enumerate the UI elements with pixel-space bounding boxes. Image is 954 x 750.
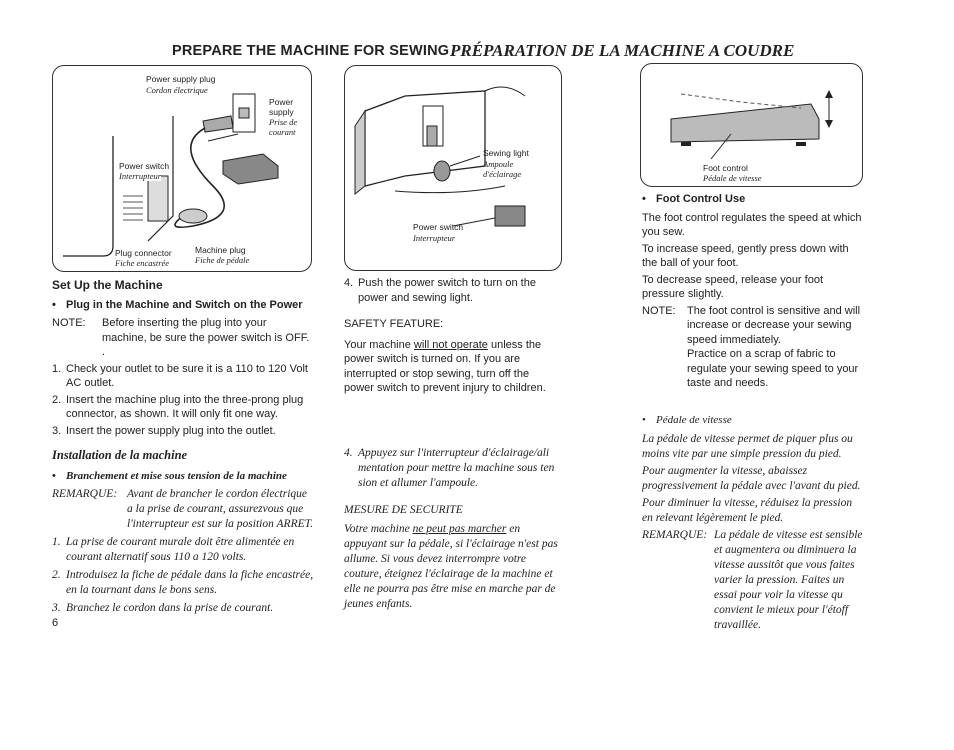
foot-note: NOTE: The foot control is sensitive and will increase or decrease your sewing speed immediately. Practice on a scrap of fabric to regulate your sewing speed to your taste and needs. <box>642 304 861 389</box>
step-2: 2. Insert the machine plug into the three-prong plug connector, as shown. It will only fit one way. <box>52 393 304 420</box>
figure-foot-control <box>640 63 863 187</box>
foot-p3: To decrease speed, release your foot pressure slightly. <box>642 273 824 300</box>
safety-feature-heading: SAFETY FEATURE: <box>344 318 444 330</box>
step-1: 1. Check your outlet to be sure it is a 110 to 120 Volt AC outlet. <box>52 362 308 389</box>
foot-control-illustration <box>641 64 862 186</box>
step-2-fr: 2. Introduisez la fiche de pédale dans la fiche encastrée, en la tournant dans le bons sens. <box>52 569 314 596</box>
foot-control-heading: • Foot Control Use <box>642 193 746 205</box>
foot-p1: The foot control regulates the speed at which you sew. <box>642 211 862 238</box>
fiche-de-pedale-label: Fiche de pédale <box>195 255 250 265</box>
step-4: 4. Push the power switch to turn on the power and sewing light. <box>344 277 536 304</box>
installation-heading: Installation de la machine <box>52 448 188 462</box>
column-2-french <box>344 446 562 612</box>
page-title-en: PREPARE THE MACHINE FOR SEWING <box>172 43 450 59</box>
figure-plug-in <box>52 65 312 272</box>
interrupteur-label: Interrupteur <box>119 171 162 181</box>
page-number: 6 <box>52 617 59 629</box>
ampoule-label: Ampoule d'éclairage <box>483 159 522 179</box>
fiche-encastree-label: Fiche encastrée <box>115 258 170 268</box>
power-switch-label-2: Power switch <box>413 222 464 232</box>
step-1-fr: 1. La prise de courant murale doit être alimentée en courant alternatif sous 110 a 120 volts. <box>52 536 295 563</box>
remarque-block: REMARQUE: Avant de brancher le cordon électrique a la prise de courant, assurezvous que l'interrupteur est sur la position ARRET. <box>52 488 314 530</box>
power-switch-label: Power switch <box>119 161 170 171</box>
cordon-label: Cordon électrique <box>146 85 208 95</box>
column-3-english <box>642 192 864 391</box>
pedale-p1: La pédale de vitesse permet de piquer plus ou moins vite par une simple pression du pied. <box>642 433 853 460</box>
securite-text: Votre machine ne peut pas marcher en appuyant sur la pédale, si l'éclairage n'est pas allume. Si vous devez interrompre votre couture, éteignez l'éclairage de la machine et elle ne pourra pas être mise en marche par de jeunes enfants. <box>344 523 558 610</box>
sewing-light-label: Sewing light <box>483 148 529 158</box>
power-supply-label: Power supply <box>269 97 294 117</box>
machine-plug-label: Machine plug <box>195 245 246 255</box>
foot-p2: To increase speed, gently press down with the ball of your foot. <box>642 242 849 269</box>
prise-de-courant-label: Prise de courant <box>269 117 298 137</box>
column-1-english <box>52 278 314 438</box>
power-supply-plug-label: Power supply plug <box>146 74 216 84</box>
interrupteur-label-2: Interrupteur <box>413 233 456 243</box>
mesure-de-securite-heading: MESURE DE SECURITE <box>344 504 463 516</box>
step-3: 3. Insert the power supply plug into the outlet. <box>52 424 276 437</box>
pedale-heading: • Pédale de vitesse <box>642 414 732 426</box>
pedale-p3: Pour diminuer la vitesse, réduisez la pression en relevant légèrement le pied. <box>642 497 853 524</box>
set-up-heading: Set Up the Machine <box>52 278 163 292</box>
safety-text: Your machine will not operate unless the power switch is turned on. If you are interrupted or stop sewing, turn off the power switch to prevent injury to children. <box>344 338 546 394</box>
plug-connector-label: Plug connector <box>115 248 172 258</box>
column-3-french <box>642 413 864 633</box>
note-block: NOTE: Before inserting the plug into your machine, be sure the power switch is OFF. . <box>52 317 310 358</box>
branchement-subheading: • Branchement et mise sous tension de la machine <box>52 470 287 482</box>
pedale-p2: Pour augmenter la vitesse, abaissez progressivement la pédale avec l'avant du pied. <box>642 465 861 492</box>
page-title-fr: PRÉPARATION DE LA MACHINE A COUDRE <box>450 41 795 60</box>
step-3-fr: 3. Branchez le cordon dans la prise de courant. <box>52 602 274 614</box>
plug-in-subheading: • Plug in the Machine and Switch on the Power <box>52 298 303 311</box>
column-2-english <box>344 276 562 396</box>
figure-power-switch <box>344 65 562 271</box>
foot-control-label: Foot control <box>703 163 748 173</box>
pedale-remarque: REMARQUE: La pédale de vitesse est sensible et augmentera ou diminuera la vitesse aussitôt que vous faites varier la pression. Faites un essai pour voir la vitesse qu convient le mieux pour l'étoff travaillée. <box>642 529 863 631</box>
pedale-label: Pédale de vitesse <box>703 173 762 183</box>
column-1-french <box>52 448 314 631</box>
step-4-fr: 4. Appuyez sur l'interrupteur d'éclairage/ali mentation pour mettre la machine sous ten sion et allumer l'ampoule. <box>344 447 555 489</box>
